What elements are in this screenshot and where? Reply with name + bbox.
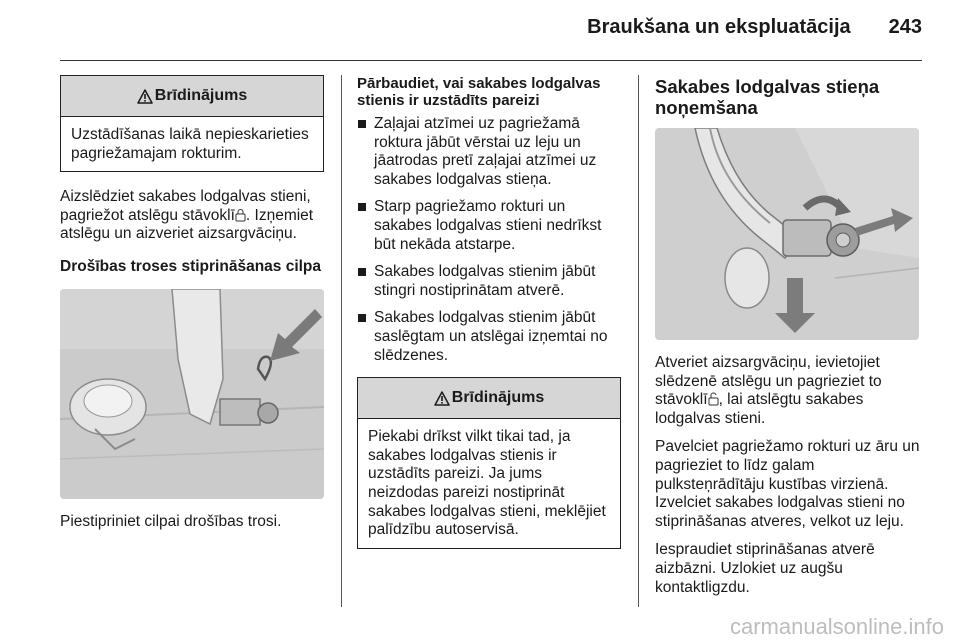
open-padlock-icon: [708, 392, 719, 406]
section-title: Braukšana un ekspluatācija: [587, 16, 851, 38]
list-item: Sakabes lodgalvas stienim jābūt stingri nostiprinātam atverē.: [357, 263, 621, 300]
unlock-paragraph: [655, 354, 921, 428]
removal-heading: Sakabes lodgalvas stieņa noņemšana: [655, 76, 880, 118]
text-run: . Izņemiet atslēgu un aizveriet aizsargvāciņu.: [60, 206, 314, 243]
column-divider: [341, 75, 342, 607]
warning-triangle-icon: [434, 391, 450, 406]
page-number: 243: [888, 16, 922, 38]
page-header: [587, 16, 922, 39]
column-2: [357, 75, 621, 549]
warning-title: Brīdinājums: [154, 86, 248, 104]
column-3: [655, 75, 921, 607]
safety-cable-eyelet-illustration: [60, 289, 324, 499]
text-run: Atveriet aizsargvāciņu, ievietojiet slēdzenē atslēgu un pagrieziet to stāvoklī: [655, 354, 882, 409]
column-1: [60, 75, 324, 541]
padlock-icon: [235, 208, 246, 222]
list-item: Starp pagriežamo rokturi un sakabes lodgalvas stieni nedrīkst būt nekāda atstarpe.: [357, 198, 621, 254]
warning-header: [358, 378, 620, 419]
column-divider: [638, 75, 639, 607]
warning-box: [357, 377, 621, 549]
header-rule: [60, 60, 922, 61]
subheading: Drošības troses stiprināšanas cilpa: [60, 257, 322, 275]
text-run: Aizslēdziet sakabes lodgalvas stieni, pagriežot atslēgu stāvoklī: [60, 188, 311, 224]
watermark: carmanualsonline.info: [729, 614, 944, 639]
towbar-removal-illustration: [655, 128, 919, 340]
warning-header: [61, 76, 323, 117]
warning-title: Brīdinājums: [451, 388, 545, 406]
warning-text: Piekabi drīkst vilkt tikai tad, ja sakabes lodgalvas stienis ir uzstādīts pareizi. Ja jums neizdodas pareizi nostiprināt sakabes lodgalvas stieni, meklējiet palīdzību autoservisā.: [368, 428, 606, 539]
list-item: Zaļajai atzīmei uz pagriežamā roktura jābūt vērstai uz leju un jāatrodas pretī zaļajai atzīmei uz sakabes lodgalvas stieņa.: [357, 115, 621, 189]
warning-box: [60, 75, 324, 172]
warning-triangle-icon: [137, 89, 153, 104]
pull-paragraph: Pavelciet pagriežamo rokturi uz āru un pagrieziet to līdz galam pulksteņrādītāju kustības virzienā. Izvelciet sakabes lodgalvas stieni no stiprināšanas atveres, velkot uz leju.: [655, 438, 920, 530]
caption: Piestipriniet cilpai drošības trosi.: [60, 512, 282, 530]
plug-paragraph: Iespraudiet stiprināšanas atverē aizbāzni. Uzlokiet uz augšu kontaktligzdu.: [655, 541, 875, 596]
text-run: , lai atslēgtu sakabes lodgalvas stieni.: [655, 391, 864, 427]
lock-paragraph: [60, 188, 324, 244]
check-heading: Pārbaudiet, vai sakabes lodgalvas stienis ir uzstādīts pareizi: [357, 75, 601, 109]
check-list: [357, 115, 621, 365]
list-item: Sakabes lodgalvas stienim jābūt saslēgtam un atslēgai izņemtai no slēdzenes.: [357, 309, 621, 365]
warning-text: Uzstādīšanas laikā nepieskarieties pagriežamajam rokturim.: [71, 126, 309, 162]
